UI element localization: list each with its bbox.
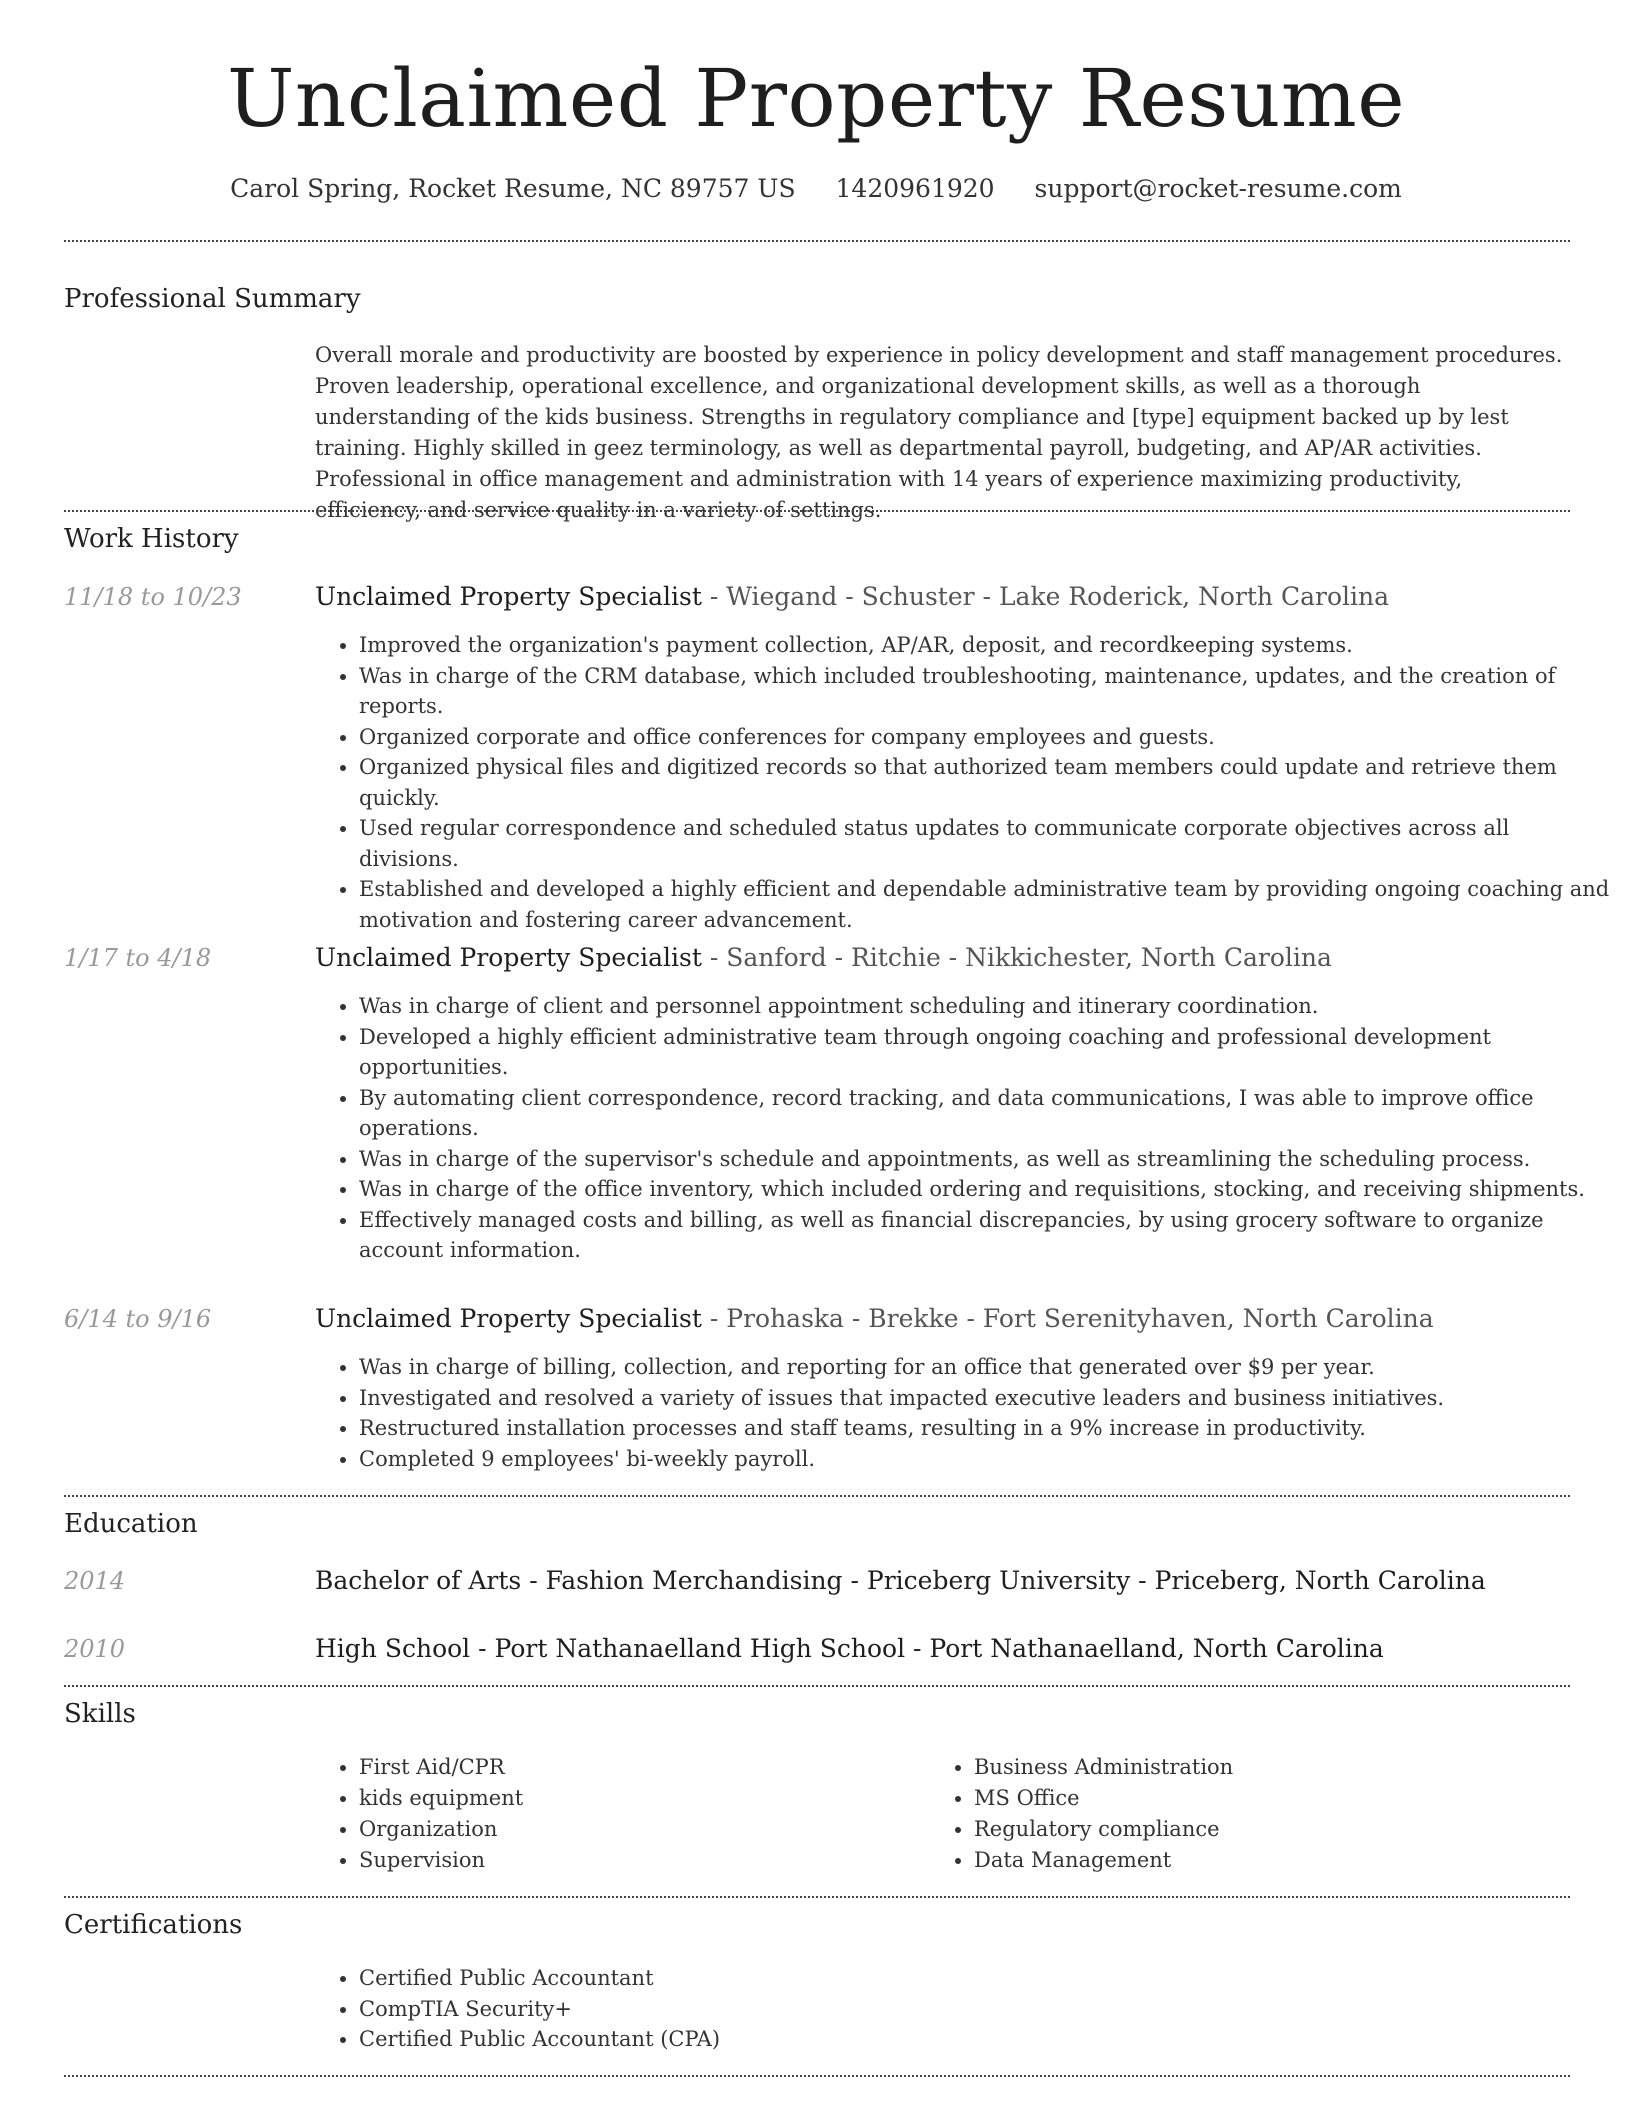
list-item: • Was in charge of the CRM database, which included troubleshooting, maintenance, updates, and the creation of reports. [359, 661, 1614, 722]
education-degree: Bachelor of Arts - Fashion Merchandising [315, 1566, 843, 1595]
contact-phone: 1420961920 [835, 174, 995, 203]
divider [64, 1495, 1570, 1497]
job-details: - Prohaska - Brekke - Fort Serenityhaven, North Carolina [701, 1304, 1434, 1333]
divider [64, 2075, 1570, 2077]
job-bullets [315, 1352, 1614, 1474]
list-item: • Was in charge of client and personnel appointment scheduling and itinerary coordination. [359, 991, 1614, 1022]
list-item: • Regulatory compliance [974, 1814, 1534, 1845]
section-heading-work: Work History [64, 524, 239, 554]
list-item: • Improved the organization's payment collection, AP/AR, deposit, and recordkeeping systems. [359, 630, 1614, 661]
list-item: • Supervision [359, 1845, 919, 1876]
job-details: - Wiegand - Schuster - Lake Roderick, North Carolina [701, 582, 1390, 611]
list-item: • Organized physical files and digitized records so that authorized team members could update and retrieve them quickly. [359, 752, 1614, 813]
job-role: Unclaimed Property Specialist [315, 582, 702, 611]
divider [64, 1896, 1570, 1898]
list-item: • Certified Public Accountant [359, 1963, 1614, 1994]
job-title [315, 1304, 1434, 1333]
list-item: • Organized corporate and office conferences for company employees and guests. [359, 722, 1614, 753]
job-role: Unclaimed Property Specialist [315, 943, 702, 972]
list-item: • Data Management [974, 1845, 1534, 1876]
divider [64, 240, 1570, 242]
contact-address: Carol Spring, Rocket Resume, NC 89757 US [230, 174, 796, 203]
list-item: • Organization [359, 1814, 919, 1845]
education-details: - Priceberg University - Priceberg, North Carolina [842, 1566, 1486, 1595]
list-item: • Established and developed a highly efficient and dependable administrative team by providing ongoing coaching and motivation and fostering career advancement. [359, 874, 1614, 935]
contact-email: support@rocket-resume.com [1034, 174, 1402, 203]
job-title [315, 582, 1389, 611]
certifications-list [315, 1963, 1614, 2055]
list-item: • Was in charge of the office inventory, which included ordering and requisitions, stocking, and receiving shipments. [359, 1174, 1614, 1205]
education-entry [315, 1634, 1384, 1663]
list-item: • First Aid/CPR [359, 1752, 919, 1783]
list-item: • Restructured installation processes and staff teams, resulting in a 9% increase in productivity. [359, 1413, 1614, 1444]
list-item: • Effectively managed costs and billing, as well as financial discrepancies, by using grocery software to organize account information. [359, 1205, 1614, 1266]
skills-list-left [315, 1752, 919, 1876]
list-item: • Completed 9 employees' bi-weekly payroll. [359, 1444, 1614, 1475]
job-dates: 1/17 to 4/18 [64, 944, 212, 972]
list-item: • Investigated and resolved a variety of issues that impacted executive leaders and business initiatives. [359, 1383, 1614, 1414]
job-bullets [315, 991, 1614, 1266]
skills-list-right [930, 1752, 1534, 1876]
education-year: 2010 [64, 1635, 126, 1663]
job-details: - Sanford - Ritchie - Nikkichester, North Carolina [701, 943, 1332, 972]
list-item: • By automating client correspondence, record tracking, and data communications, I was able to improve office operations. [359, 1083, 1614, 1144]
list-item: • kids equipment [359, 1783, 919, 1814]
job-dates: 6/14 to 9/16 [64, 1305, 212, 1333]
education-entry [315, 1566, 1486, 1595]
list-item: • MS Office [974, 1783, 1534, 1814]
resume-title: Unclaimed Property Resume [226, 52, 1406, 145]
job-dates: 11/18 to 10/23 [64, 583, 242, 611]
list-item: • Developed a highly efficient administrative team through ongoing coaching and professional development opportunities. [359, 1022, 1614, 1083]
list-item: • Was in charge of the supervisor's schedule and appointments, as well as streamlining the scheduling process. [359, 1144, 1614, 1175]
summary-text: Overall morale and productivity are boosted by experience in policy development and staff management procedures. Proven leadership, operational excellence, and organizational development skills, as well as a thorough understanding of the kids business. Strengths in regulatory compliance and [type] equipment backed up by lest training. Highly skilled in geez terminology, as well as departmental payroll, budgeting, and AP/AR activities. Professional in office management and administration with 14 years of experience maximizing productivity, efficiency, and service quality in a variety of settings. [315, 343, 1563, 522]
list-item: • Business Administration [974, 1752, 1534, 1783]
list-item: • Was in charge of billing, collection, and reporting for an office that generated over $9 per year. [359, 1352, 1614, 1383]
education-details: - Port Nathanaelland High School - Port Nathanaelland, North Carolina [470, 1634, 1384, 1663]
divider [64, 1685, 1570, 1687]
section-heading-certifications: Certifications [64, 1910, 243, 1940]
job-role: Unclaimed Property Specialist [315, 1304, 702, 1333]
divider [64, 510, 1570, 512]
job-bullets [315, 630, 1614, 935]
section-heading-education: Education [64, 1509, 198, 1539]
list-item: • Certified Public Accountant (CPA) [359, 2024, 1614, 2055]
job-title [315, 943, 1332, 972]
education-degree: High School [315, 1634, 471, 1663]
list-item: • CompTIA Security+ [359, 1994, 1614, 2025]
contact-line [0, 174, 1632, 203]
section-heading-summary: Professional Summary [64, 284, 361, 314]
section-heading-skills: Skills [64, 1699, 136, 1729]
education-year: 2014 [64, 1567, 126, 1595]
list-item: • Used regular correspondence and scheduled status updates to communicate corporate objectives across all divisions. [359, 813, 1614, 874]
